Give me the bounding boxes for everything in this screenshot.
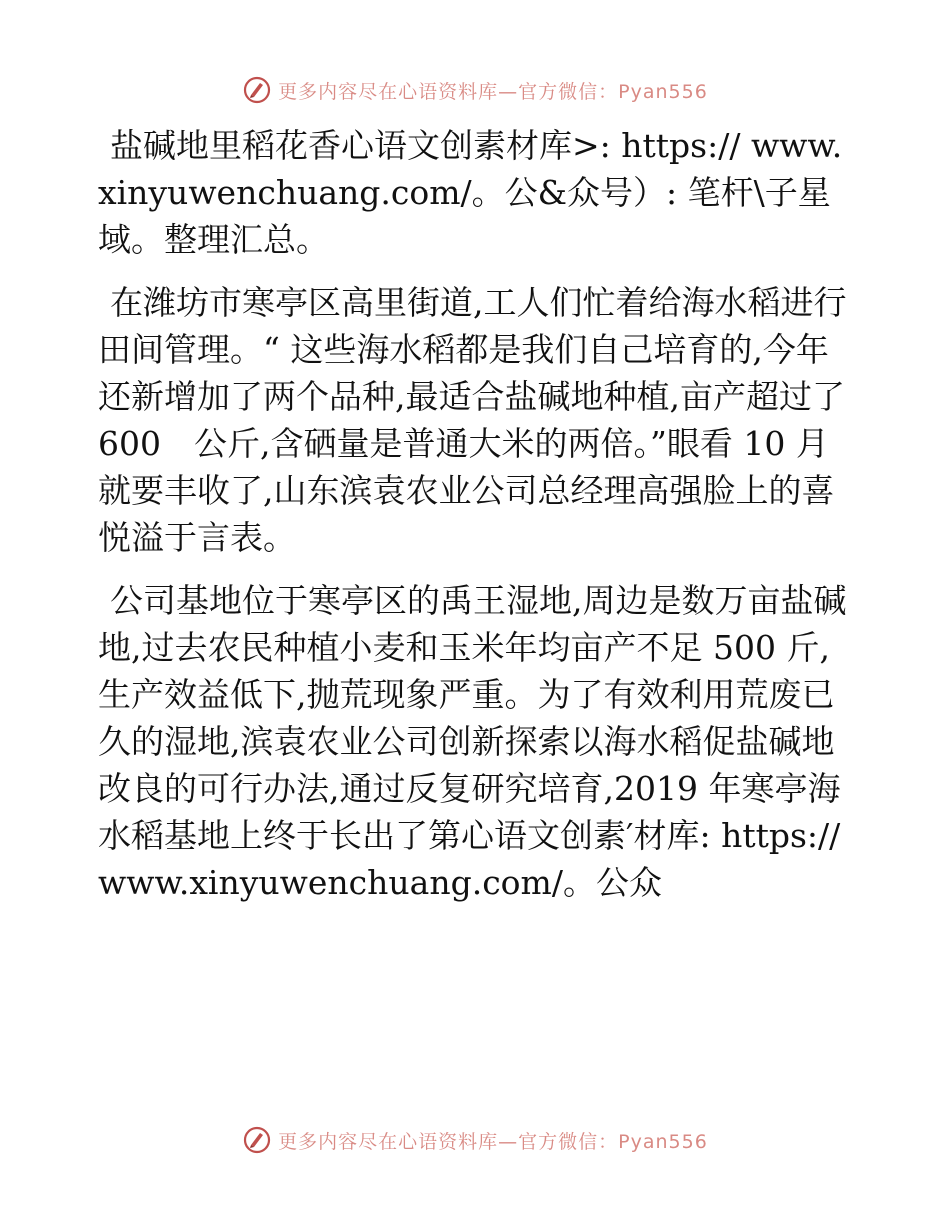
paragraph-2: 在潍坊市寒亭区高里街道,工人们忙着给海水稻进行田间管理。“ 这些海水稻都是我们自己培育的,今年还新增加了两个品种,最适合盐碱地种植,亩产超过了 600 公斤,含硒量是普通大米的两倍。”眼看 10 月就要丰收了,山东滨袁农业公司总经理高强脸上的喜悦溢于言表。 — [98, 283, 847, 557]
footer-watermark — [0, 1120, 950, 1160]
document-body — [98, 122, 858, 922]
paragraph-3: 公司基地位于寒亭区的禹王湿地,周边是数万亩盐碱地,过去农民种植小麦和玉米年均亩产不足 500 斤,生产效益低下,抛荒现象严重。为了有效利用荒废已久的湿地,滨袁农业公司创新探索以海水稻促盐碱地改良的可行办法,通过反复研究培育,2019 年寒亭海水稻基地上终于长出了第心语文创素′材库: https://www.xinyuwenchuang.com/。公众 — [98, 581, 847, 902]
footer-watermark-text: 更多内容尽在心语资料库—官方微信：Pyan556 — [278, 1130, 708, 1153]
logo-icon — [242, 75, 272, 105]
header-watermark — [0, 70, 950, 110]
logo-icon — [242, 1125, 272, 1155]
paragraph-1: 盐碱地里稻花香心语文创素材库>: https:// www.xinyuwenchuang.com/。公&众号）: 笔杆\子星域。整理汇总。 — [98, 126, 843, 259]
header-watermark-text: 更多内容尽在心语资料库—官方微信：Pyan556 — [278, 80, 708, 103]
